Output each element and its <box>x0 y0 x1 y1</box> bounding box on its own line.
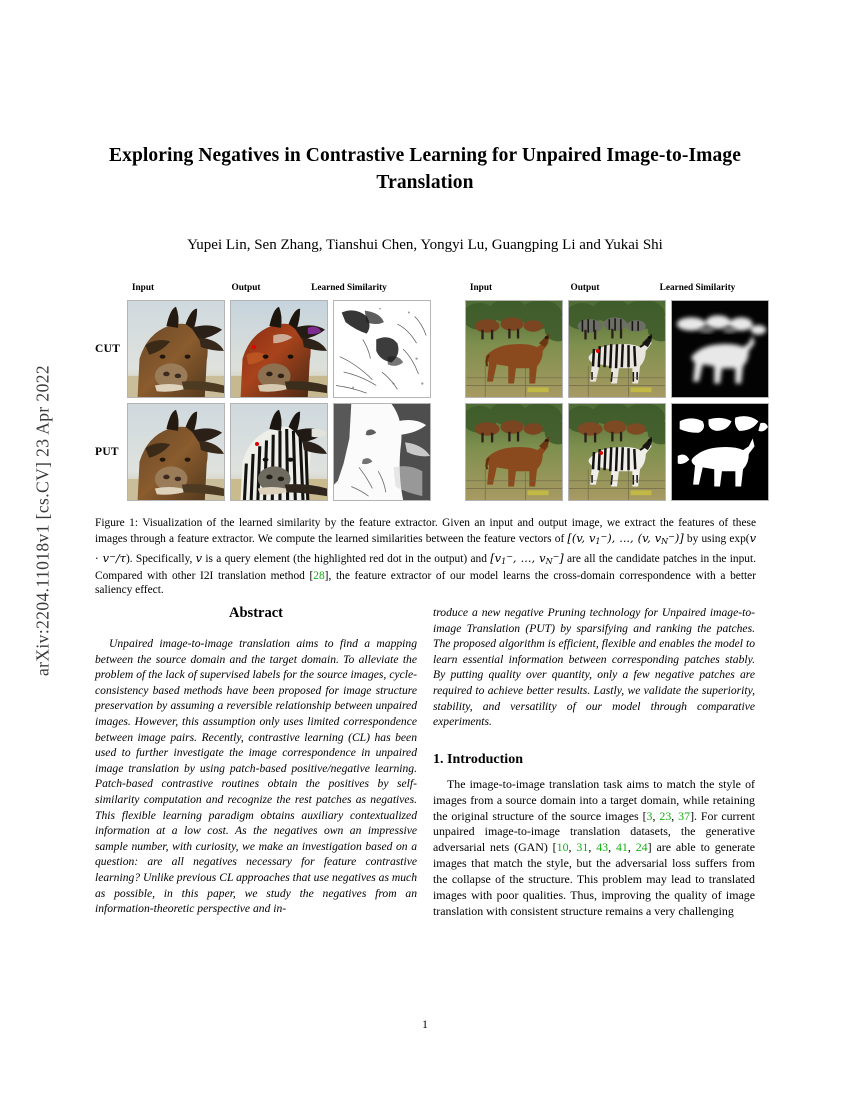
arxiv-stamp: arXiv:2204.11018v1 [cs.CV] 23 Apr 2022 <box>32 364 53 677</box>
intro-text-a: The image-to-image translation task aims to match the style of images from a source domain into a target domain, while retaining the original structure of the source images [ <box>433 776 755 823</box>
citation-link-23[interactable]: 23 <box>659 808 672 823</box>
horse-head-closeup-image <box>128 404 224 500</box>
figure-column-headers <box>95 283 755 297</box>
right-column <box>433 605 755 920</box>
abstract-text-right: troduce a new negative Pruning technology for Unpaired image-to-image Translation (PUT) by sparsifying and ranking the patches. The proposed algorithm is efficient, flexible and enables the model to learn essential information between corresponding patches stably. By putting quality over quantity, only a few negative patches are required to achieve better results. Lastly, we validate the superiority, stability, and versatility of our model through comparative experiments. <box>433 606 755 729</box>
figure-panel-cut-similarity-1 <box>333 300 431 398</box>
page-number: 1 <box>422 1019 428 1031</box>
caption-text-3: ). Specifically, <box>125 552 196 565</box>
citation-link-28[interactable]: 28 <box>313 569 325 582</box>
figure-1 <box>95 283 755 505</box>
brown-horse-field-image <box>466 404 562 500</box>
introduction-paragraph-1: The image-to-image translation task aims to match the style of images from a source domain into a target domain, while retaining the original structure of the source images [3, 23, 37]. For current unpaired image-to-image translation datasets, the generative adversarial nets (GAN) [10, 31, 43, 41, 24] are able to generate images that match the style, but the adversarial loss suffers from the collapse of the structure. This problem may lead to translated images with poor qualities. Thus, improving the quality of image translation with consistent structure remains a very challenging <box>433 776 755 918</box>
caption-text-6: ], the feature extractor of our model learns the cross-domain correspondence with a better saliency effect. <box>95 569 756 597</box>
similarity-map-crisp-silhouette-image <box>672 404 768 500</box>
similarity-map-mostly-white-image <box>334 404 430 500</box>
zebra-translated-field-image <box>569 301 665 397</box>
intro-text-b: ]. For current unpaired image-to-image translation datasets, the generative adversarial nets (GAN) [ <box>433 808 755 855</box>
figure-panel-put-output-2 <box>568 403 666 501</box>
intro-text-c: ] are able to generate images that match the style, but the adversarial loss suffers from the collapse of the structure. This problem may lead to translated images with poor qualities. Thus, improving the quality of image translation with consistent structure remains a very challenging <box>433 840 755 918</box>
citation-link-43[interactable]: 43 <box>596 840 609 855</box>
citation-link-37[interactable]: 37 <box>678 808 691 823</box>
citation-link-3[interactable]: 3 <box>646 808 653 823</box>
similarity-map-silhouette-image <box>672 301 768 397</box>
citation-link-41[interactable]: 41 <box>615 840 628 855</box>
figure-panel-cut-output-2 <box>568 300 666 398</box>
abstract-text-left: Unpaired image-to-image translation aims to find a mapping between the source domain and the target domain. To alleviate the problem of the lack of supervised labels for the source images, cycle-consistency based methods have been proposed for image structure preservation by assuming a reversible relationship between unpaired images. However, this assumption only uses limited correspondence between image pairs. Recently, contrastive learning (CL) has been used to further investigate the image correspondence in unpaired image translation by using patch-based positive/negative learning. Patch-based contrastive routines obtain the positives by self-similarity computation and recognize the rest patches as negatives. This flexible learning paradigm obtains auxiliary contextualized information at a low cost. As the negatives own an impressive sample number, with curiosity, we make an investigation based on a question: are all negatives necessary for feature contrastive learning? Unlike previous CL approaches that use negatives as much as possible, in this paper, we study the negatives from an information-theoretic perspective and in- <box>95 637 417 916</box>
figure-row-label-put: PUT <box>95 446 119 458</box>
figure-panel-put-similarity-1 <box>333 403 431 501</box>
query-red-dot <box>596 349 600 353</box>
horse-head-closeup-image <box>128 301 224 397</box>
citation-link-10[interactable]: 10 <box>556 840 569 855</box>
caption-text-2: by using exp( <box>683 533 750 546</box>
caption-text-1: Visualization of the learned similarity by the feature extractor. Given an input and output image, we extract the features of these images through a feature extractor. We compute the learned similarities between the feature vectors of <box>95 517 756 546</box>
figure-col-header-input-1: Input <box>131 283 155 293</box>
caption-math-2: v · v−/τ <box>95 531 757 565</box>
figure-col-header-similarity-2: Learned Similarity <box>659 283 736 293</box>
author-list: Yupei Lin, Sen Zhang, Tianshui Chen, Yongyi Lu, Guangping Li and Yukai Shi <box>187 237 663 253</box>
caption-text-5: are all the candidate patches in the input. Compared with other I2I translation method [ <box>95 552 756 582</box>
horse-head-translated-image <box>231 301 327 397</box>
abstract-heading: Abstract <box>229 605 283 621</box>
figure-panel-put-input-1 <box>127 403 225 501</box>
similarity-map-sparse-image <box>334 301 430 397</box>
figure-col-header-similarity-1: Learned Similarity <box>311 283 387 293</box>
figure-panel-cut-input-2 <box>465 300 563 398</box>
figure-col-header-output-2: Output <box>570 283 600 293</box>
figure-panel-put-input-2 <box>465 403 563 501</box>
caption-math-3: v <box>195 550 203 565</box>
caption-label: Figure 1: <box>95 517 139 529</box>
figure-panel-cut-similarity-2 <box>671 300 769 398</box>
figure-col-header-output-1: Output <box>231 283 261 293</box>
query-red-dot <box>599 451 603 455</box>
figure-col-header-input-2: Input <box>469 283 493 293</box>
zebra-head-translated-image <box>231 404 327 500</box>
citation-link-31[interactable]: 31 <box>576 840 589 855</box>
figure-row-label-cut: CUT <box>95 343 121 355</box>
brown-horse-field-image <box>466 301 562 397</box>
figure-panel-put-similarity-2 <box>671 403 769 501</box>
section-heading-introduction: 1. Introduction <box>433 751 523 767</box>
page-title: Exploring Negatives in Contrastive Learning for Unpaired Image-to-Image Translation <box>109 145 741 193</box>
zebra-translated-field-image <box>569 404 665 500</box>
figure-panel-cut-input-1 <box>127 300 225 398</box>
figure-panel-put-output-1 <box>230 403 328 501</box>
left-column <box>95 605 417 917</box>
caption-math-1: [(v, v1−), ..., (v, vN−)] <box>567 531 684 547</box>
figure-caption <box>95 516 756 598</box>
caption-text-4: is a query element (the highlighted red dot in the output) and <box>202 552 491 565</box>
citation-link-24[interactable]: 24 <box>635 840 648 855</box>
caption-math-4: [v1−, ..., vN−] <box>490 550 564 566</box>
figure-panel-cut-output-1 <box>230 300 328 398</box>
